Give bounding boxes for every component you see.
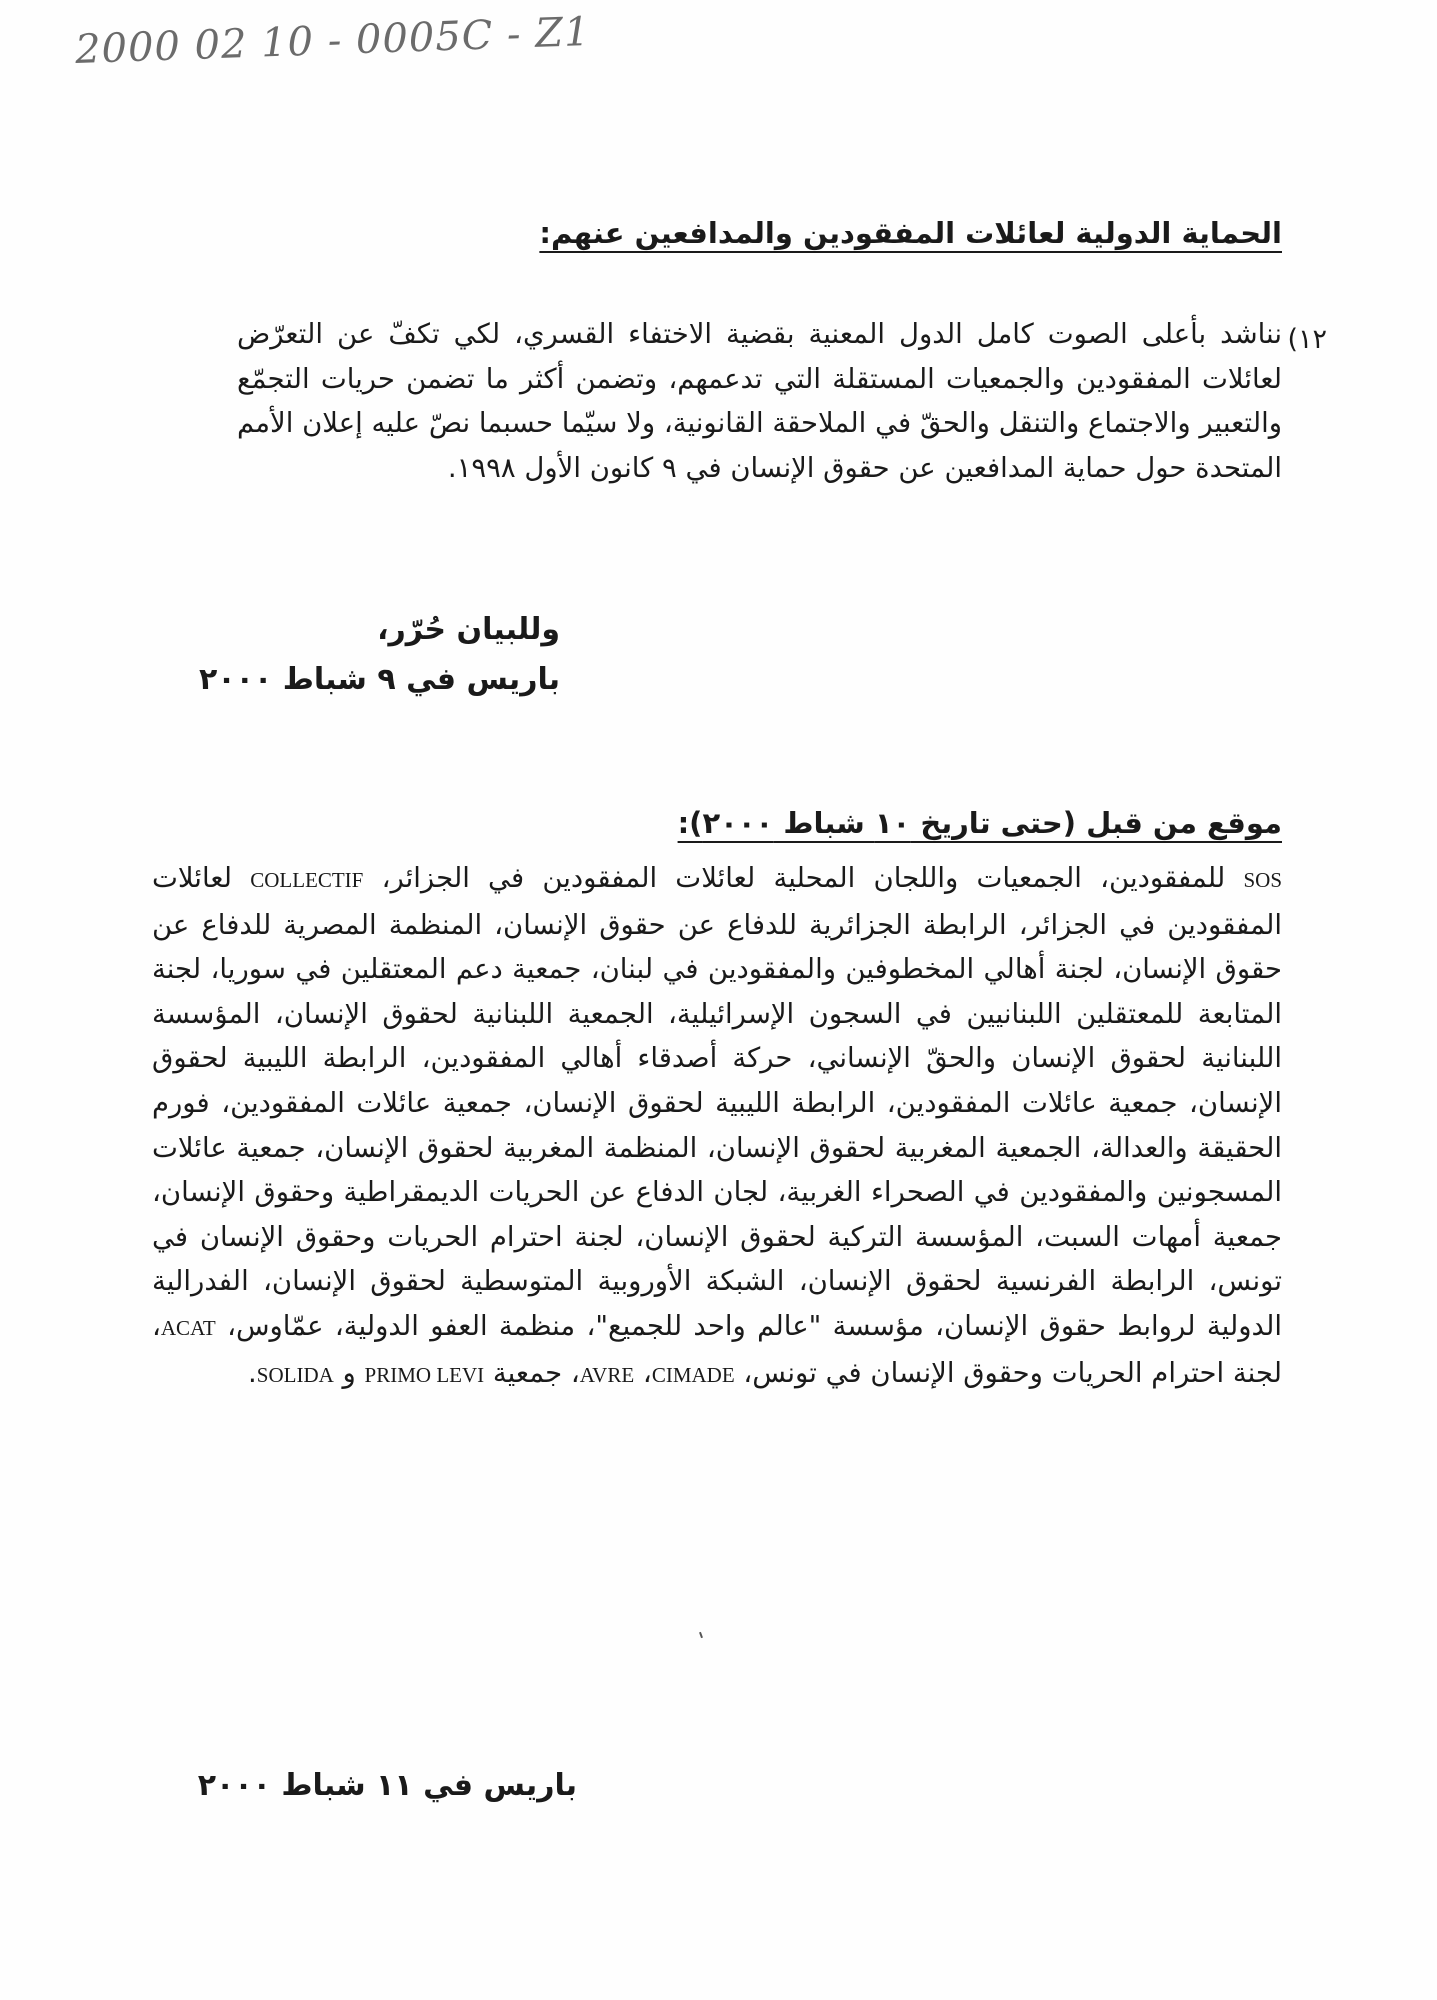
- paragraph-12-text: نناشد بأعلى الصوت كامل الدول المعنية بقضية الاختفاء القسري، لكي تكفّ عن التعرّض لعائلات المفقودين والجمعيات المستقلة التي تدعمهم، وتضمن أكثر ما تضمن حريات التجمّع والتعبير والاجتماع والتنقل والحقّ في الملاحقة القانونية، ولا سيّما حسبما نصّ عليه إعلان الأمم المتحدة حول حماية المدافعين عن حقوق الإنسان في ٩ كانون الأول ١٩٩٨.: [237, 318, 1282, 484]
- scan-speck: [699, 1632, 703, 1638]
- cimade-label: CIMADE: [651, 1362, 735, 1387]
- signers-text-part-4: ، جمعية: [484, 1356, 580, 1389]
- handwritten-reference-number: 2000 02 10 - 0005C - Z1: [74, 9, 592, 73]
- signature-line-1: وللبيان حُرّر،: [377, 612, 560, 647]
- signers-end: .: [248, 1356, 257, 1389]
- signers-text-part-3: ، لجنة احترام الحريات وحقوق الإنسان في تونس،: [152, 1309, 1282, 1389]
- paragraph-12: [237, 312, 1327, 490]
- avre-label: AVRE: [579, 1362, 635, 1387]
- signature-date: باريس في ٩ شباط ٢٠٠٠: [199, 662, 560, 697]
- paragraph-number: ١٢): [1287, 324, 1327, 355]
- signers-heading: موقع من قبل (حتى تاريخ ١٠ شباط ٢٠٠٠):: [677, 806, 1282, 840]
- solida-label: SOLIDA: [256, 1362, 334, 1387]
- signers-and: و: [333, 1356, 365, 1389]
- section-heading: الحماية الدولية لعائلات المفقودين والمدافعين عنهم:: [539, 216, 1282, 250]
- signers-text-part-1: للمفقودين، الجمعيات واللجان المحلية لعائلات المفقودين في الجزائر،: [363, 862, 1244, 894]
- signers-list: [152, 856, 1282, 1397]
- final-date: باريس في ١١ شباط ٢٠٠٠: [197, 1768, 577, 1803]
- primo-levi-label: PRIMO LEVI: [364, 1362, 485, 1387]
- signers-separator: ،: [634, 1356, 652, 1389]
- signers-text-part-2: لعائلات المفقودين في الجزائر، الرابطة الجزائرية للدفاع عن حقوق الإنسان، المنظمة المصرية للدفاع عن حقوق الإنسان، لجنة أهالي المخطوفين والمفقودين في لبنان، جمعية دعم المعتقلين في سوريا، لجنة المتابعة للمعتقلين اللبنانيين في السجون الإسرائيلية، الجمعية اللبنانية لحقوق الإنسان، المؤسسة اللبنانية لحقوق الإنسان والحقّ الإنساني، حركة أصدقاء أهالي المفقودين، الرابطة الليبية لحقوق الإنسان، جمعية عائلات المفقودين، الرابطة الليبية لحقوق الإنسان، جمعية عائلات المفقودين، فورم الحقيقة والعدالة، الجمعية المغربية لحقوق الإنسان، المنظمة المغربية لحقوق الإنسان، جمعية عائلات المسجونين والمفقودين في الصحراء الغربية، لجان الدفاع عن الحريات الديمقراطية وحقوق الإنسان، جمعية أمهات السبت، المؤسسة التركية لحقوق الإنسان، لجنة احترام الحريات وحقوق الإنسان في تونس، الرابطة الفرنسية لحقوق الإنسان، الشبكة الأوروبية المتوسطية لحقوق الإنسان، الفدرالية الدولية لروابط حقوق الإنسان، مؤسسة "عالم واحد للجميع"، منظمة العفو الدولية، عمّاوس،: [152, 862, 1282, 1342]
- acat-label: ACAT: [160, 1315, 216, 1340]
- sos-label: SOS: [1243, 868, 1283, 892]
- collectif-label: COLLECTIF: [250, 868, 364, 892]
